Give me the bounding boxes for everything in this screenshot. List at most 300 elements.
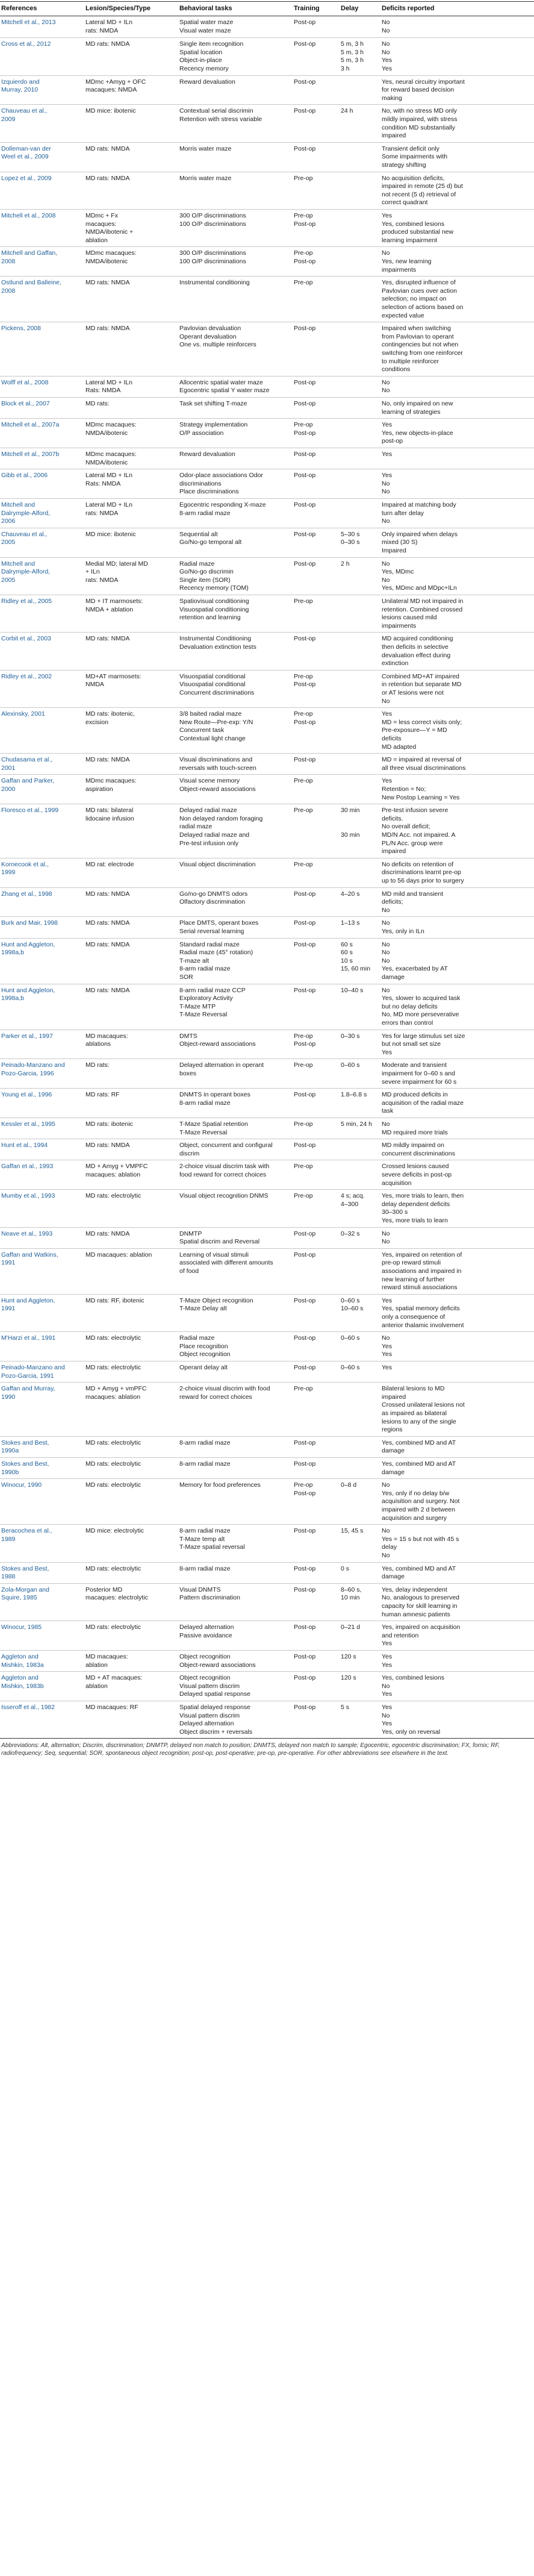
training-cell: [294, 1385, 340, 1393]
cell-line: Post-op: [294, 1040, 316, 1048]
cell-line: No: [382, 517, 390, 525]
cell-line: Mitchell et al., 2007b: [1, 451, 60, 458]
reference-cell[interactable]: [1, 1230, 83, 1239]
deficits-cell: [382, 400, 532, 416]
tasks-cell: [179, 379, 291, 395]
cell-line: new learning of further: [382, 1275, 445, 1283]
cell-line: No: [382, 949, 390, 957]
tasks-cell: [179, 1704, 291, 1736]
lesion-cell: [85, 212, 177, 245]
deficits-cell: [382, 1385, 532, 1434]
cell-line: Delayed radial maze: [179, 807, 237, 814]
cell-line: Pre-op: [294, 807, 313, 814]
cell-line: Yes: [382, 1640, 393, 1648]
training-cell: [294, 1674, 340, 1683]
reference-cell[interactable]: [1, 145, 83, 161]
cell-line: MD rats: electrolytic: [85, 1334, 141, 1342]
cell-line: Post-op: [294, 1586, 316, 1593]
lesion-cell: [85, 673, 177, 689]
reference-cell[interactable]: [1, 1364, 83, 1380]
cell-line: NMDA + ablation: [85, 605, 134, 613]
reference-cell[interactable]: [1, 807, 83, 815]
table-row: [0, 804, 534, 858]
cell-line: 300 O/P discriminations: [179, 249, 246, 257]
cell-line: MD rats: NMDA: [85, 279, 130, 287]
training-cell: [294, 710, 340, 727]
cell-line: [341, 823, 380, 831]
cell-line: T-Maze Reversal: [179, 1011, 228, 1019]
cell-line: Visual DNMTS: [179, 1586, 221, 1593]
header-training: Training: [294, 5, 320, 12]
delay-cell: [341, 40, 380, 73]
cell-line: MD rats: ibotenic: [85, 1121, 133, 1128]
table-row: [0, 1139, 534, 1160]
cell-line: Recency memory (TOM): [179, 584, 249, 592]
reference-cell[interactable]: [1, 861, 83, 877]
cell-line: 8-arm radial maze: [179, 1460, 231, 1468]
deficits-cell: [382, 673, 532, 705]
cell-line: Chauveau et al.,: [1, 530, 48, 538]
cell-line: Yes: [382, 57, 393, 64]
cell-line: for reward based decision: [382, 86, 455, 94]
cell-line: Crossed unilateral lesions not: [382, 1401, 465, 1409]
cell-line: MD + IT marmosets:: [85, 598, 143, 605]
cell-line: Egocentric spatial Y water maze: [179, 387, 270, 395]
reference-cell[interactable]: [1, 756, 83, 772]
cell-line: impaired with 2 d between: [382, 1505, 455, 1513]
cell-line: No: [382, 919, 390, 927]
cell-line: damage: [382, 1447, 405, 1455]
cell-line: Place DMTS, operant boxes: [179, 919, 259, 927]
lesion-cell: [85, 40, 177, 49]
tasks-cell: [179, 1481, 291, 1490]
cell-line: 1990a: [1, 1447, 19, 1455]
cell-line: No: [382, 1551, 390, 1559]
cell-line: acquisition of the radial maze: [382, 1099, 464, 1107]
lesion-cell: [85, 379, 177, 395]
cell-line: rats: NMDA: [85, 576, 119, 584]
lesion-cell: [85, 1565, 177, 1574]
cell-line: Yes, more trials to learn, then: [382, 1192, 464, 1200]
cell-line: Pre-op: [294, 672, 313, 680]
cell-line: No: [382, 48, 390, 56]
cell-line: Lateral MD + ILn: [85, 501, 132, 508]
reference-cell[interactable]: [1, 325, 83, 333]
cell-line: Place recognition: [179, 1342, 228, 1350]
reference-cell[interactable]: [1, 919, 83, 928]
cell-line: Post-op: [294, 400, 316, 407]
tasks-cell: [179, 710, 291, 743]
cell-line: Pozo-Garcia, 1996: [1, 1069, 54, 1077]
reference-cell[interactable]: [1, 19, 83, 27]
reference-cell[interactable]: [1, 1704, 83, 1712]
training-cell: [294, 1091, 340, 1099]
cell-line: human amnesic patients: [382, 1610, 450, 1618]
delay-cell: [341, 1091, 380, 1099]
cell-line: 2008: [1, 257, 16, 265]
cell-line: macaques: NMDA: [85, 86, 137, 94]
cell-line: and retention: [382, 1631, 419, 1639]
cell-line: Mitchell and: [1, 501, 36, 508]
cell-line: selection; no impact on: [382, 295, 447, 303]
cell-line: 5 min, 24 h: [341, 1121, 372, 1128]
table-row: [0, 1331, 534, 1361]
cell-line: 8-arm radial maze: [179, 1565, 231, 1572]
tasks-cell: [179, 560, 291, 593]
cell-line: MD rats: NMDA: [85, 1142, 130, 1149]
reference-cell[interactable]: [1, 1565, 83, 1581]
training-cell: [294, 1121, 340, 1129]
reference-cell[interactable]: [1, 1481, 83, 1490]
cell-line: No: [382, 576, 390, 584]
cell-line: Yes, combined lesions: [382, 1674, 445, 1682]
lesion-cell: [85, 325, 177, 333]
table-row: [0, 1160, 534, 1190]
reference-cell[interactable]: [1, 501, 83, 526]
cell-line: all three visual discriminations: [382, 764, 466, 772]
reference-cell[interactable]: [1, 531, 83, 547]
cell-line: MD rats: electrolytic: [85, 1364, 141, 1371]
delay-cell: [341, 1061, 380, 1070]
training-cell: [294, 890, 340, 899]
cell-line: lidocaine infusion: [85, 814, 134, 822]
cell-line: ablation: [85, 1682, 108, 1690]
reference-cell[interactable]: [1, 40, 83, 49]
cell-line: Visual pattern discrim: [179, 1682, 240, 1690]
cell-line: Aggleton and: [1, 1653, 39, 1660]
cell-line: Yes, impaired on retention of: [382, 1251, 462, 1258]
reference-cell[interactable]: [1, 710, 83, 719]
cell-line: Yes: [382, 212, 393, 219]
cell-line: 5 m, 3 h: [341, 40, 364, 48]
reference-cell[interactable]: [1, 1121, 83, 1129]
cell-line: severe impairment for 60 s: [382, 1078, 457, 1086]
cell-line: Go/No-go discrimin: [179, 568, 234, 576]
cell-line: Yes, combined MD and AT: [382, 1565, 456, 1572]
reference-cell[interactable]: [1, 1586, 83, 1602]
cell-line: delay dependent deficits: [382, 1200, 450, 1208]
cell-line: Pre-exposure—Y = MD: [382, 727, 447, 734]
reference-cell[interactable]: [1, 421, 83, 430]
cell-line: damage: [382, 1573, 405, 1581]
cell-line: 8-arm radial maze: [179, 1439, 231, 1446]
tasks-cell: [179, 890, 291, 907]
cell-line: Post-op: [294, 325, 316, 333]
cell-line: 0 s: [341, 1565, 350, 1572]
cell-line: 2000: [1, 785, 16, 793]
tasks-cell: [179, 212, 291, 228]
tasks-cell: [179, 807, 291, 848]
cell-line: 1998a,b: [1, 995, 24, 1002]
cell-line: ablation: [85, 1661, 108, 1669]
reference-cell[interactable]: [1, 1674, 83, 1690]
cell-line: Pre-op: [294, 860, 313, 868]
cell-line: 30 min: [341, 807, 360, 814]
lesion-cell: [85, 635, 177, 643]
cell-line: No: [382, 40, 390, 48]
deficits-cell: [382, 1192, 532, 1225]
reference-cell[interactable]: [1, 1033, 83, 1041]
cell-line: MD rats:: [85, 1061, 110, 1069]
cell-line: Aggleton and: [1, 1674, 39, 1682]
delay-cell: [341, 1565, 380, 1574]
tasks-cell: [179, 175, 291, 183]
cell-line: Unilateral MD not impaired in: [382, 598, 464, 605]
cell-line: No, MD more perseverative: [382, 1011, 459, 1019]
reference-cell[interactable]: [1, 987, 83, 1003]
reference-cell[interactable]: [1, 1439, 83, 1455]
cell-line: SOR: [179, 973, 193, 981]
cell-line: Delayed radial maze and: [179, 831, 250, 839]
cell-line: Post-op: [294, 19, 316, 26]
reference-cell[interactable]: [1, 1091, 83, 1099]
cell-line: MDmc macaques:: [85, 777, 137, 785]
cell-line: Visuospatial conditioning: [179, 605, 249, 613]
cell-line: 5 m, 3 h: [341, 48, 364, 56]
tasks-cell: [179, 531, 291, 547]
reference-cell[interactable]: [1, 1061, 83, 1078]
cell-line: O/P association: [179, 429, 224, 437]
training-cell: [294, 19, 340, 27]
tasks-cell: [179, 1653, 291, 1669]
tasks-cell: [179, 40, 291, 73]
cell-line: Mumby et al., 1993: [1, 1192, 55, 1200]
cell-line: Post-op: [294, 107, 316, 115]
cell-line: MD rats: NMDA: [85, 756, 130, 764]
reference-cell[interactable]: [1, 1192, 83, 1201]
table-row: [0, 1382, 534, 1437]
cell-line: Pattern discrimination: [179, 1594, 240, 1602]
cell-line: Concurrent task: [179, 727, 225, 734]
delay-cell: [341, 1121, 380, 1129]
reference-cell[interactable]: [1, 673, 83, 681]
reference-cell[interactable]: [1, 1142, 83, 1150]
cell-line: Yes: [382, 1704, 393, 1711]
cell-line: correct quadrant: [382, 199, 428, 207]
reference-cell[interactable]: [1, 1385, 83, 1401]
cell-line: Ostlund and Balleine,: [1, 279, 61, 287]
cell-line: macaques: electrolytic: [85, 1594, 148, 1602]
reference-cell[interactable]: [1, 1527, 83, 1543]
reference-cell[interactable]: [1, 560, 83, 585]
deficits-cell: [382, 756, 532, 772]
cell-line: devaluation effect during: [382, 651, 451, 659]
cell-line: DMTS: [179, 1032, 197, 1040]
lesion-cell: [85, 472, 177, 488]
cell-line: MD required more trials: [382, 1128, 448, 1136]
tasks-cell: [179, 1163, 291, 1179]
cell-line: Morris water maze: [179, 174, 232, 182]
reference-cell[interactable]: [1, 635, 83, 643]
table-row: [0, 104, 534, 142]
deficits-cell: [382, 249, 532, 274]
cell-line: 2-choice visual discrim with food: [179, 1385, 270, 1393]
lesion-cell: [85, 1460, 177, 1469]
cell-line: No: [382, 249, 390, 257]
cell-line: Allocentric spatial water maze: [179, 378, 263, 386]
cell-line: Hunt et al., 1994: [1, 1142, 48, 1149]
tasks-cell: [179, 1033, 291, 1049]
table-row: [0, 774, 534, 804]
deficits-cell: [382, 501, 532, 526]
delay-cell: [341, 1704, 380, 1712]
cell-line: No overall deficit;: [382, 823, 430, 831]
cell-line: expected value: [382, 311, 424, 319]
table-row: [0, 448, 534, 469]
reference-cell[interactable]: [1, 598, 83, 606]
cell-line: Yes, delay independent: [382, 1586, 447, 1593]
cell-line: Mishkin, 1983b: [1, 1682, 44, 1690]
table-row: [0, 753, 534, 775]
cell-line: Egocentric responding X-maze: [179, 501, 266, 508]
cell-line: Post-op: [294, 220, 316, 228]
cell-line: Gaffan et al., 1993: [1, 1163, 54, 1171]
lesion-cell: [85, 710, 177, 727]
reference-cell[interactable]: [1, 400, 83, 408]
cell-line: strategy shifting: [382, 161, 426, 169]
cell-line: MD macaques:: [85, 1032, 128, 1040]
cell-line: MDmc macaques:: [85, 421, 137, 429]
cell-line: MD rats: electrolytic: [85, 1439, 141, 1446]
cell-line: Task set shifting T-maze: [179, 400, 247, 407]
tasks-cell: [179, 1230, 291, 1246]
lesion-cell: [85, 598, 177, 614]
reference-cell[interactable]: [1, 1624, 83, 1632]
cell-line: acquisition: [382, 1179, 412, 1187]
lesion-cell: [85, 78, 177, 95]
cell-line: No: [382, 27, 390, 34]
reference-cell[interactable]: [1, 175, 83, 183]
reference-cell[interactable]: [1, 1163, 83, 1171]
reference-cell[interactable]: [1, 941, 83, 957]
cell-line: No: [382, 387, 390, 395]
cell-line: MD mild and transient: [382, 890, 444, 898]
cell-line: Radial maze: [179, 1334, 215, 1342]
reference-cell[interactable]: [1, 451, 83, 459]
tasks-cell: [179, 249, 291, 266]
cell-line: Memory for food preferences: [179, 1481, 261, 1489]
cell-line: capacity for skill learning in: [382, 1602, 458, 1610]
cell-line: turn after delay: [382, 509, 424, 517]
deficits-cell: [382, 1091, 532, 1116]
cell-line: Object-reward associations: [179, 785, 256, 793]
reference-cell[interactable]: [1, 1460, 83, 1477]
training-cell: [294, 40, 340, 49]
table-row: [0, 142, 534, 172]
cell-line: MD rats:: [85, 400, 110, 407]
cell-line: Odor-place associations Odor: [179, 472, 263, 480]
reference-cell[interactable]: [1, 249, 83, 266]
cell-line: discriminations: [179, 480, 222, 487]
reference-cell[interactable]: [1, 1334, 83, 1343]
reference-cell[interactable]: [1, 379, 83, 387]
reference-cell[interactable]: [1, 1653, 83, 1669]
tasks-cell: [179, 777, 291, 793]
cell-line: Peinado-Manzano and: [1, 1364, 65, 1371]
header-lesion: Lesion/Species/Type: [85, 5, 151, 12]
cell-line: 0–8 d: [341, 1481, 357, 1489]
reference-cell[interactable]: [1, 212, 83, 220]
cell-line: Mishkin, 1983a: [1, 1661, 44, 1669]
cell-line: MD rats: RF: [85, 1091, 120, 1099]
training-cell: [294, 807, 340, 815]
cell-line: Yes for large stimulus set size: [382, 1032, 465, 1040]
cell-line: post-op: [382, 437, 403, 445]
cell-line: 8-arm radial maze CCP: [179, 986, 246, 994]
tasks-cell: [179, 1439, 291, 1448]
reference-cell[interactable]: [1, 890, 83, 899]
lesion-cell: [85, 1674, 177, 1690]
cell-line: Post-op: [294, 919, 316, 927]
tasks-cell: [179, 501, 291, 517]
table-row: [0, 276, 534, 322]
training-cell: [294, 635, 340, 643]
cell-line: Yes: [382, 451, 393, 458]
deficits-cell: [382, 1061, 532, 1086]
cell-line: 0–60 s: [341, 1334, 360, 1342]
table-row: [0, 246, 534, 277]
reference-cell[interactable]: [1, 279, 83, 295]
table-row: [0, 1030, 534, 1060]
cell-line: T-Maze Spatial retention: [179, 1121, 248, 1128]
table-row: [0, 1457, 534, 1479]
lesion-cell: [85, 1334, 177, 1343]
cell-line: Object, concurrent and configural: [179, 1142, 273, 1149]
cell-line: NMDA/ibotenic +: [85, 228, 134, 236]
reference-cell[interactable]: [1, 777, 83, 793]
cell-line: Pre-test infusion only: [179, 839, 239, 847]
cell-line: No: [382, 488, 390, 496]
deficits-cell: [382, 279, 532, 320]
table-row: [0, 1436, 534, 1458]
cell-line: Pre-op: [294, 1385, 313, 1393]
cell-line: Stokes and Best,: [1, 1460, 49, 1468]
training-cell: [294, 861, 340, 869]
cell-line: Post-op: [294, 1565, 316, 1572]
reference-cell[interactable]: [1, 107, 83, 123]
training-cell: [294, 451, 340, 459]
reference-cell[interactable]: [1, 1251, 83, 1268]
cell-line: Neave et al., 1993: [1, 1230, 53, 1237]
training-cell: [294, 107, 340, 116]
reference-cell[interactable]: [1, 472, 83, 480]
cell-line: MD rats: NMDA: [85, 1230, 130, 1237]
training-cell: [294, 78, 340, 87]
lesion-cell: [85, 1586, 177, 1602]
training-cell: [294, 1460, 340, 1469]
table-row: [0, 1189, 534, 1227]
cell-line: MD mice: ibotenic: [85, 107, 136, 115]
cell-line: Object-reward associations: [179, 1040, 256, 1048]
reference-cell[interactable]: [1, 78, 83, 95]
cell-line: Dalrymple-Alford,: [1, 509, 51, 517]
cell-line: Yes: [382, 1661, 393, 1669]
reference-cell[interactable]: [1, 1297, 83, 1313]
cell-line: food reward for correct choices: [179, 1171, 267, 1178]
cell-line: associations and impaired in: [382, 1267, 462, 1275]
lesion-cell: [85, 400, 177, 408]
training-cell: [294, 1142, 340, 1150]
training-cell: [294, 1586, 340, 1595]
cell-line: Lateral MD + ILn: [85, 472, 132, 480]
cell-line: Retention with stress variable: [179, 115, 262, 123]
deficits-cell: [382, 325, 532, 374]
lesion-cell: [85, 175, 177, 183]
cell-line: MD acquired conditioning: [382, 635, 453, 643]
delay-cell: [341, 919, 380, 928]
cell-line: Contextual light change: [179, 734, 246, 742]
cell-line: MDmc + Fx: [85, 212, 118, 219]
